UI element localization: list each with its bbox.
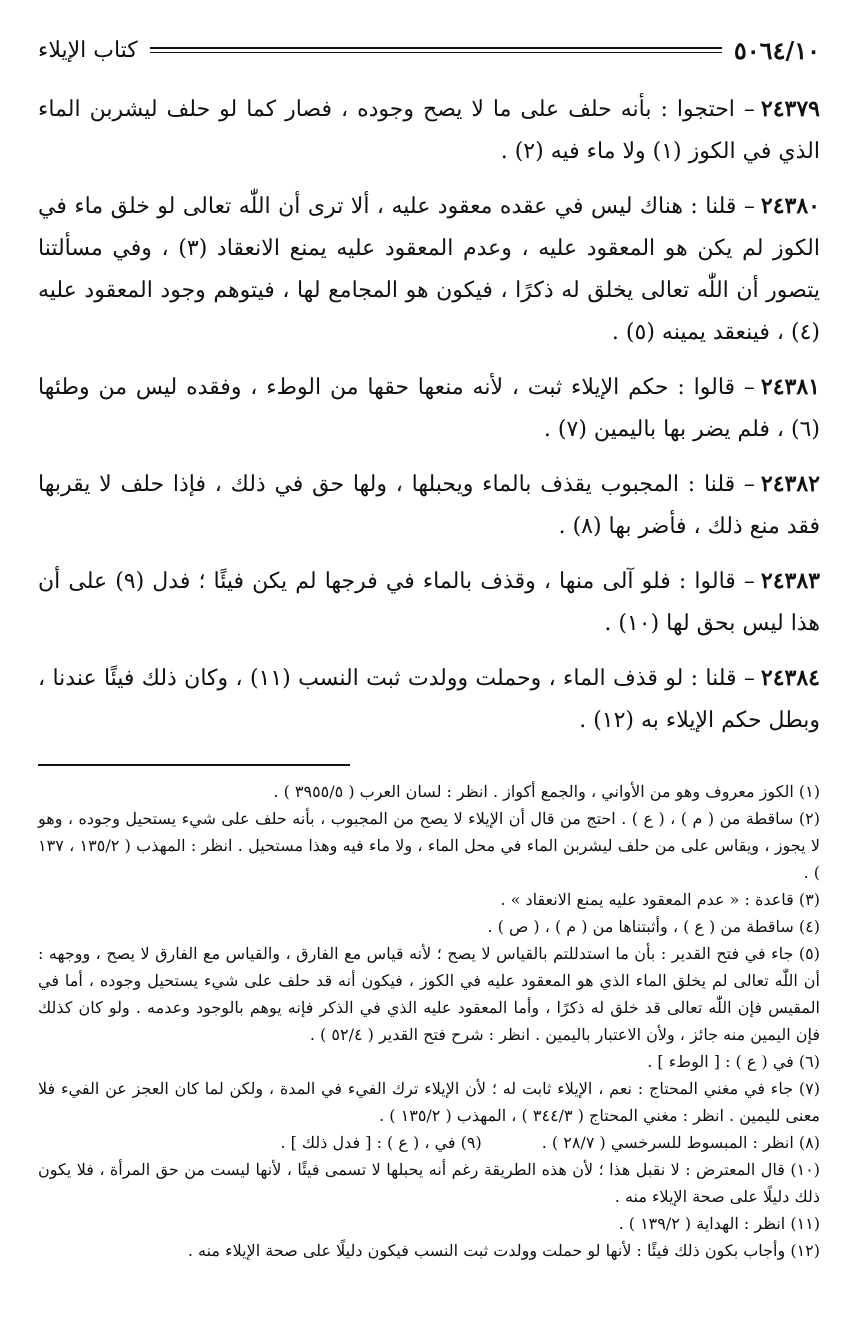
footnote-2: (٢) ساقطة من ( م ) ، ( ع ) . احتج من قال أن الإيلاء لا يصح من المجبوب ، بأنه حلف على شيء يستحيل وجوده ، وهو لا يجوز ، ويقاس على من حلف ليشربن الماء في محل الماء ، ولا ماء فيه وهذا مستحيل . انظر : المهذب ( ١٣٥/٢ ، ١٣٧ ) . (38, 809, 820, 882)
footnotes (38, 778, 820, 1264)
footnote-row (38, 1129, 820, 1156)
footnote-10: (١٠) قال المعترض : لا نقبل هذا ؛ لأن هذه الطريقة رغم أنه يحبلها لا تسمى فيئًا ، لأنها ليست من حق المرأة ، فلا يكون ذلك دليلًا على صحة الإيلاء منه . (38, 1160, 820, 1206)
paragraph-number: ٢٤٣٨٢ (760, 471, 820, 497)
running-header (38, 30, 820, 70)
footnote-4: (٤) ساقطة من ( ع ) ، وأثبتناها من ( م ) ، ( ص ) . (487, 917, 820, 936)
paragraph-number: ٢٤٣٨٤ (760, 665, 820, 691)
paragraph-24382 (38, 463, 820, 548)
header-rule (150, 47, 722, 53)
page (38, 30, 820, 1264)
paragraph-text: – قالوا : حكم الإيلاء ثبت ، لأنه منعها حقها من الوطء ، وفقده ليس من وطئها (٦) ، فلم يضر بها باليمين (٧) . (38, 375, 820, 442)
footnote-8: (٨) انظر : المبسوط للسرخسي ( ٢٨/٧ ) . (541, 1133, 820, 1152)
paragraph-number: ٢٤٣٧٩ (760, 96, 820, 122)
footnote-5: (٥) جاء في فتح القدير : بأن ما استدللتم بالقياس لا يصح ؛ لأنه قياس مع الفارق ، والقياس مع الفارق لا يصح ، ووجهه : أن اللّٰه تعالى لم يخلق الماء الذي هو المعقود عليه في الكوز ، فيكون أنه قد حلف على شيء يستحيل وجوده ، أما في المقيس فإن اللّٰه تعالى قد خلق له ذكرًا ، وأما المعقود عليه الذي في الذكر فإنه يوهم بالوجود وعدمه . ولو كان كذلك فإن اليمين منه جائز ، ولأن الاعتبار باليمين . انظر : شرح فتح القدير ( ٥٢/٤ ) . (38, 944, 820, 1044)
footnote-6: (٦) في ( ع ) : [ الوطء ] . (647, 1052, 820, 1071)
footnote-12: (١٢) وأجاب بكون ذلك فيئًا : لأنها لو حملت وولدت ثبت النسب فيكون دليلًا على صحة الإيلاء منه . (187, 1241, 820, 1260)
footnote-3: (٣) قاعدة : « عدم المعقود عليه يمنع الانعقاد » . (500, 890, 820, 909)
paragraph-text: – قالوا : فلو آلى منها ، وقذف بالماء في فرجها لم يكن فيئًا ؛ فدل (٩) على أن هذا ليس بحق لها (١٠) . (38, 569, 820, 636)
paragraph-number: ٢٤٣٨١ (760, 374, 820, 400)
paragraph-number: ٢٤٣٨٣ (760, 568, 820, 594)
footnote-9: (٩) في ، ( ع ) : [ فدل ذلك ] . (280, 1133, 482, 1152)
footnote-7: (٧) جاء في مغني المحتاج : نعم ، الإيلاء ثابت له ؛ لأن الإيلاء ترك الفيء في المدة ، ولكن لما كان العجز عن الفيء فلا معنى لليمين . انظر : مغني المحتاج ( ٣٤٤/٣ ) ، المهذب ( ١٣٥/٢ ) . (38, 1079, 820, 1125)
footnote-11: (١١) انظر : الهداية ( ١٣٩/٢ ) . (618, 1214, 820, 1233)
footnote-1: (١) الكوز معروف وهو من الأواني ، والجمع أكواز . انظر : لسان العرب ( ٣٩٥٥/٥ ) . (273, 782, 820, 801)
page-number: ٥٠٦٤/١٠ (733, 35, 820, 65)
paragraph-text: – قلنا : لو قذف الماء ، وحملت وولدت ثبت النسب (١١) ، وكان ذلك فيئًا عندنا ، وبطل حكم الإيلاء به (١٢) . (38, 666, 820, 733)
paragraph-text: – قلنا : هناك ليس في عقده معقود عليه ، ألا ترى أن اللّٰه تعالى لو خلق ماء في الكوز لم يكن هو المعقود عليه ، وعدم المعقود عليه يمنع الانعقاد (٣) ، وفي مسألتنا يتصور أن اللّٰه تعالى يخلق له ذكرًا ، فيكون هو المجامع لها ، فيتوهم وجود المعقود عليه (٤) ، فينعقد يمينه (٥) . (38, 194, 821, 345)
paragraph-number: ٢٤٣٨٠ (760, 193, 820, 219)
paragraph-24381 (38, 366, 820, 451)
book-title: كتاب الإيلاء (38, 37, 138, 63)
footnote-separator (38, 764, 350, 766)
paragraph-24384 (38, 657, 820, 742)
paragraph-24380 (38, 185, 820, 354)
paragraph-24383 (38, 560, 820, 645)
main-text (38, 88, 820, 742)
paragraph-text: – احتجوا : بأنه حلف على ما لا يصح وجوده ، فصار كما لو حلف ليشربن الماء الذي في الكوز (١) ولا ماء فيه (٢) . (38, 97, 820, 164)
paragraph-text: – قلنا : المجبوب يقذف بالماء ويحبلها ، ولها حق في ذلك ، فإذا حلف لا يقربها فقد منع ذلك ، فأضر بها (٨) . (38, 472, 820, 539)
paragraph-24379 (38, 88, 820, 173)
